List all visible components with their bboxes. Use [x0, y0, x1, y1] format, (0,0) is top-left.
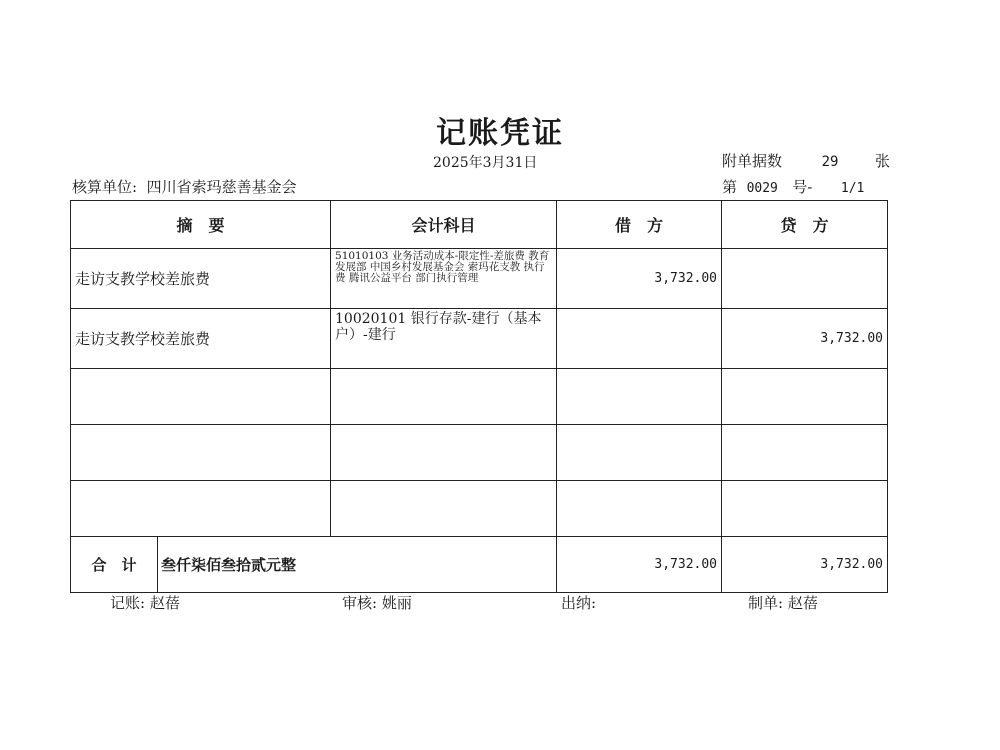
empty-cell	[331, 369, 557, 425]
empty-cell	[722, 481, 888, 537]
voucher-date: 2025年3月31日	[433, 155, 538, 171]
voucher-number-line	[722, 176, 864, 197]
column-header-credit: 贷 方	[722, 201, 888, 249]
accounting-unit	[72, 176, 297, 197]
empty-cell	[557, 425, 722, 481]
attachments-label: 附单据数	[722, 152, 783, 170]
table-row	[71, 249, 888, 309]
footer-preparer	[748, 592, 818, 613]
total-row	[71, 537, 888, 593]
table-row	[71, 309, 888, 369]
attachments-info	[722, 150, 890, 171]
empty-row	[71, 369, 888, 425]
attachments-count: 29	[821, 154, 839, 170]
voucher-number: 0029	[746, 181, 778, 196]
empty-row	[71, 425, 888, 481]
empty-cell	[557, 481, 722, 537]
unit-label: 核算单位:	[72, 178, 138, 196]
empty-cell	[331, 425, 557, 481]
total-debit: 3,732.00	[557, 537, 722, 593]
voucher-table	[70, 200, 888, 593]
column-header-summary: 摘 要	[71, 201, 331, 249]
footer-bookkeeper	[110, 592, 180, 613]
row-credit	[722, 249, 888, 309]
preparer-label: 制单:	[748, 594, 784, 612]
auditor-name: 姚丽	[381, 594, 412, 612]
total-in-words: 叁仟柒佰叁拾贰元整	[158, 537, 557, 593]
row-summary: 走访支教学校差旅费	[71, 249, 331, 309]
voucher-prefix: 第	[722, 178, 738, 196]
footer-cashier	[561, 592, 601, 613]
row-account: 51010103 业务活动成本-限定性-差旅费 教育发展部 中国乡村发展基金会 索玛花支教 执行费 腾讯公益平台 部门执行管理	[331, 249, 557, 309]
empty-cell	[71, 425, 331, 481]
row-credit: 3,732.00	[722, 309, 888, 369]
empty-cell	[722, 369, 888, 425]
table-header-row	[71, 201, 888, 249]
preparer-name: 赵蓓	[787, 594, 818, 612]
column-header-account: 会计科目	[331, 201, 557, 249]
row-account: 10020101 银行存款-建行（基本户）-建行	[331, 309, 557, 369]
auditor-label: 审核:	[342, 594, 378, 612]
empty-cell	[722, 425, 888, 481]
row-debit	[557, 309, 722, 369]
bookkeeper-name: 赵蓓	[149, 594, 180, 612]
voucher-title: 记账凭证	[436, 116, 564, 151]
bookkeeper-label: 记账:	[110, 594, 146, 612]
empty-cell	[71, 369, 331, 425]
voucher-page: 1/1	[840, 181, 865, 196]
row-summary: 走访支教学校差旅费	[71, 309, 331, 369]
empty-row	[71, 481, 888, 537]
total-label: 合 计	[71, 537, 158, 593]
empty-cell	[71, 481, 331, 537]
column-header-debit: 借 方	[557, 201, 722, 249]
footer-auditor	[342, 592, 412, 613]
row-debit: 3,732.00	[557, 249, 722, 309]
attachments-unit: 张	[874, 152, 890, 170]
empty-cell	[331, 481, 557, 537]
unit-name: 四川省索玛慈善基金会	[146, 178, 297, 196]
voucher-suffix: 号-	[792, 178, 813, 196]
cashier-label: 出纳:	[561, 594, 597, 612]
total-credit: 3,732.00	[722, 537, 888, 593]
empty-cell	[557, 369, 722, 425]
